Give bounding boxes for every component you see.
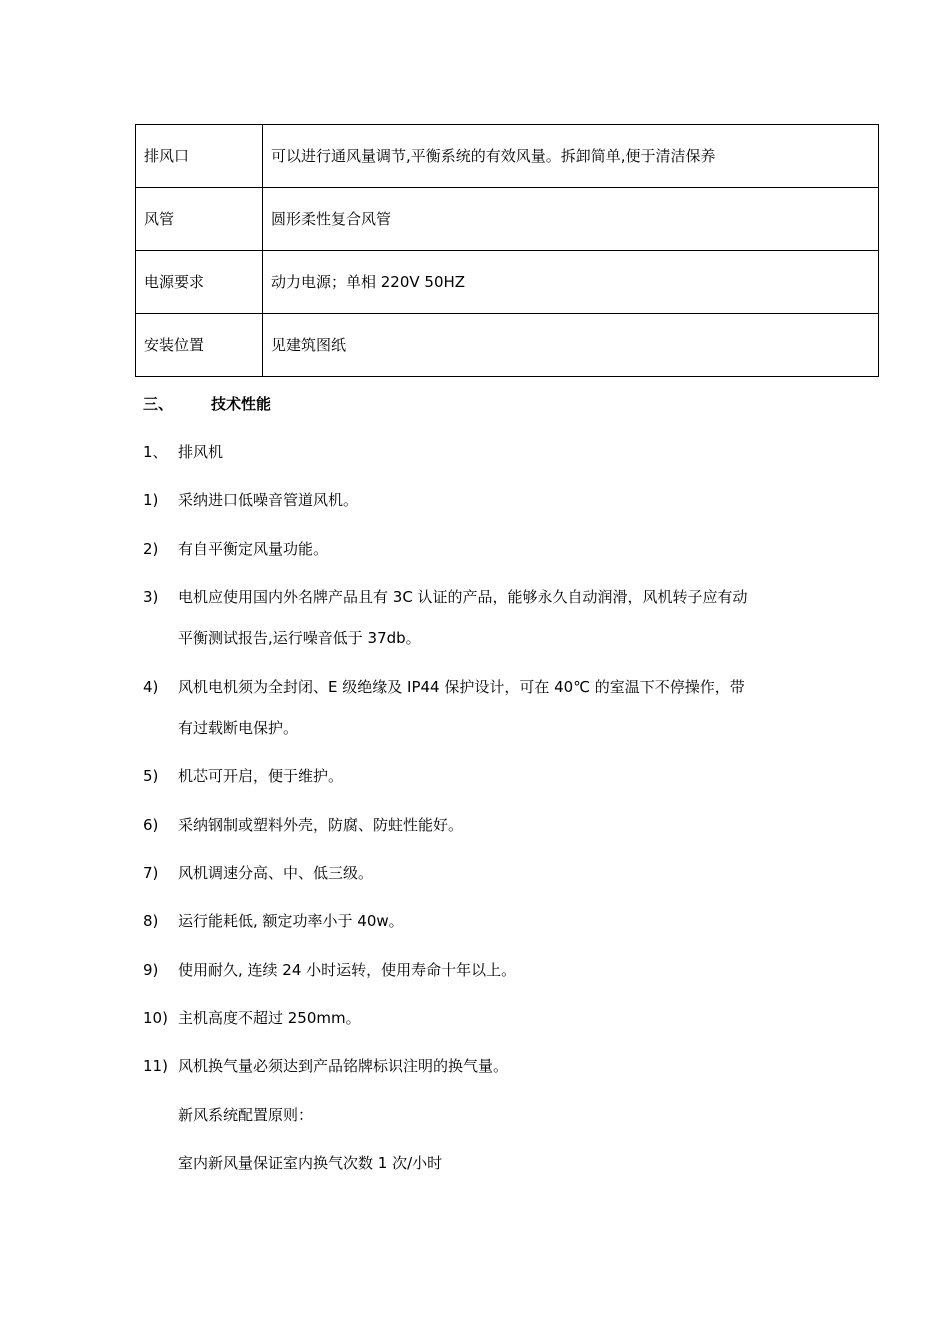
item-text: 使用耐久, 连续 24 小时运转，使用寿命十年以上。 (178, 961, 517, 979)
item-text: 风机调速分高、中、低三级。 (178, 864, 374, 882)
list-item (143, 539, 328, 559)
item-number: 9) (143, 961, 159, 979)
section-title: 技术性能 (211, 395, 272, 413)
section-number: 三、 (143, 395, 174, 413)
item-text: 电机应使用国内外名牌产品且有 3C 认证的产品，能够永久自动润滑，风机转子应有动 (178, 588, 748, 606)
list-item (143, 815, 463, 835)
table-row (136, 188, 879, 251)
list-item (143, 863, 373, 883)
row-value: 可以进行通风量调节,平衡系统的有效风量。拆卸简单,便于清洁保养 (263, 125, 879, 188)
table-row (136, 125, 879, 188)
item-text: 采纳进口低噪音管道风机。 (178, 491, 359, 509)
table-row (136, 251, 879, 314)
item-number: 10) (143, 1009, 168, 1027)
item-text: 机芯可开启，便于维护。 (178, 767, 344, 785)
list-item (143, 490, 358, 510)
section-heading (143, 394, 271, 414)
item-number: 7) (143, 864, 159, 882)
item-number: 3) (143, 588, 159, 606)
row-value: 见建筑图纸 (263, 314, 879, 377)
row-value: 动力电源；单相 220V 50HZ (263, 251, 879, 314)
row-label: 风管 (136, 188, 263, 251)
item-number: 4) (143, 678, 159, 696)
list-item (143, 677, 745, 697)
item-text: 风机电机须为全封闭、E 级绝缘及 IP44 保护设计，可在 40℃ 的室温下不停操作，带 (178, 678, 745, 696)
config-title: 新风系统配置原则： (178, 1106, 314, 1124)
row-label: 电源要求 (136, 251, 263, 314)
subsection-title: 排风机 (178, 443, 224, 461)
spec-table (135, 124, 879, 377)
item-text: 风机换气量必须达到产品铭牌标识注明的换气量。 (178, 1057, 509, 1075)
list-item (143, 1008, 361, 1028)
list-item (143, 1056, 508, 1076)
item-number: 11) (143, 1057, 168, 1075)
item-number: 8) (143, 912, 159, 930)
item-text: 采纳钢制或塑料外壳，防腐、防蛀性能好。 (178, 816, 464, 834)
item-text: 主机高度不超过 250mm。 (178, 1009, 361, 1027)
row-value: 圆形柔性复合风管 (263, 188, 879, 251)
item-number: 1) (143, 491, 159, 509)
item-number: 6) (143, 816, 159, 834)
item-text: 有自平衡定风量功能。 (178, 540, 329, 558)
config-rule: 室内新风量保证室内换气次数 1 次/小时 (178, 1154, 443, 1172)
subsection-number: 1、 (143, 443, 168, 461)
subsection-heading (143, 442, 223, 462)
row-label: 排风口 (136, 125, 263, 188)
list-item (143, 587, 748, 607)
list-item (143, 911, 404, 931)
item-number: 5) (143, 767, 159, 785)
item-number: 2) (143, 540, 159, 558)
list-item (143, 766, 343, 786)
item-text: 运行能耗低, 额定功率小于 40w。 (178, 912, 404, 930)
item-continuation: 平衡测试报告,运行噪音低于 37db。 (178, 629, 421, 647)
list-item (143, 960, 516, 980)
item-continuation: 有过载断电保护。 (178, 719, 299, 737)
row-label: 安装位置 (136, 314, 263, 377)
table-row (136, 314, 879, 377)
